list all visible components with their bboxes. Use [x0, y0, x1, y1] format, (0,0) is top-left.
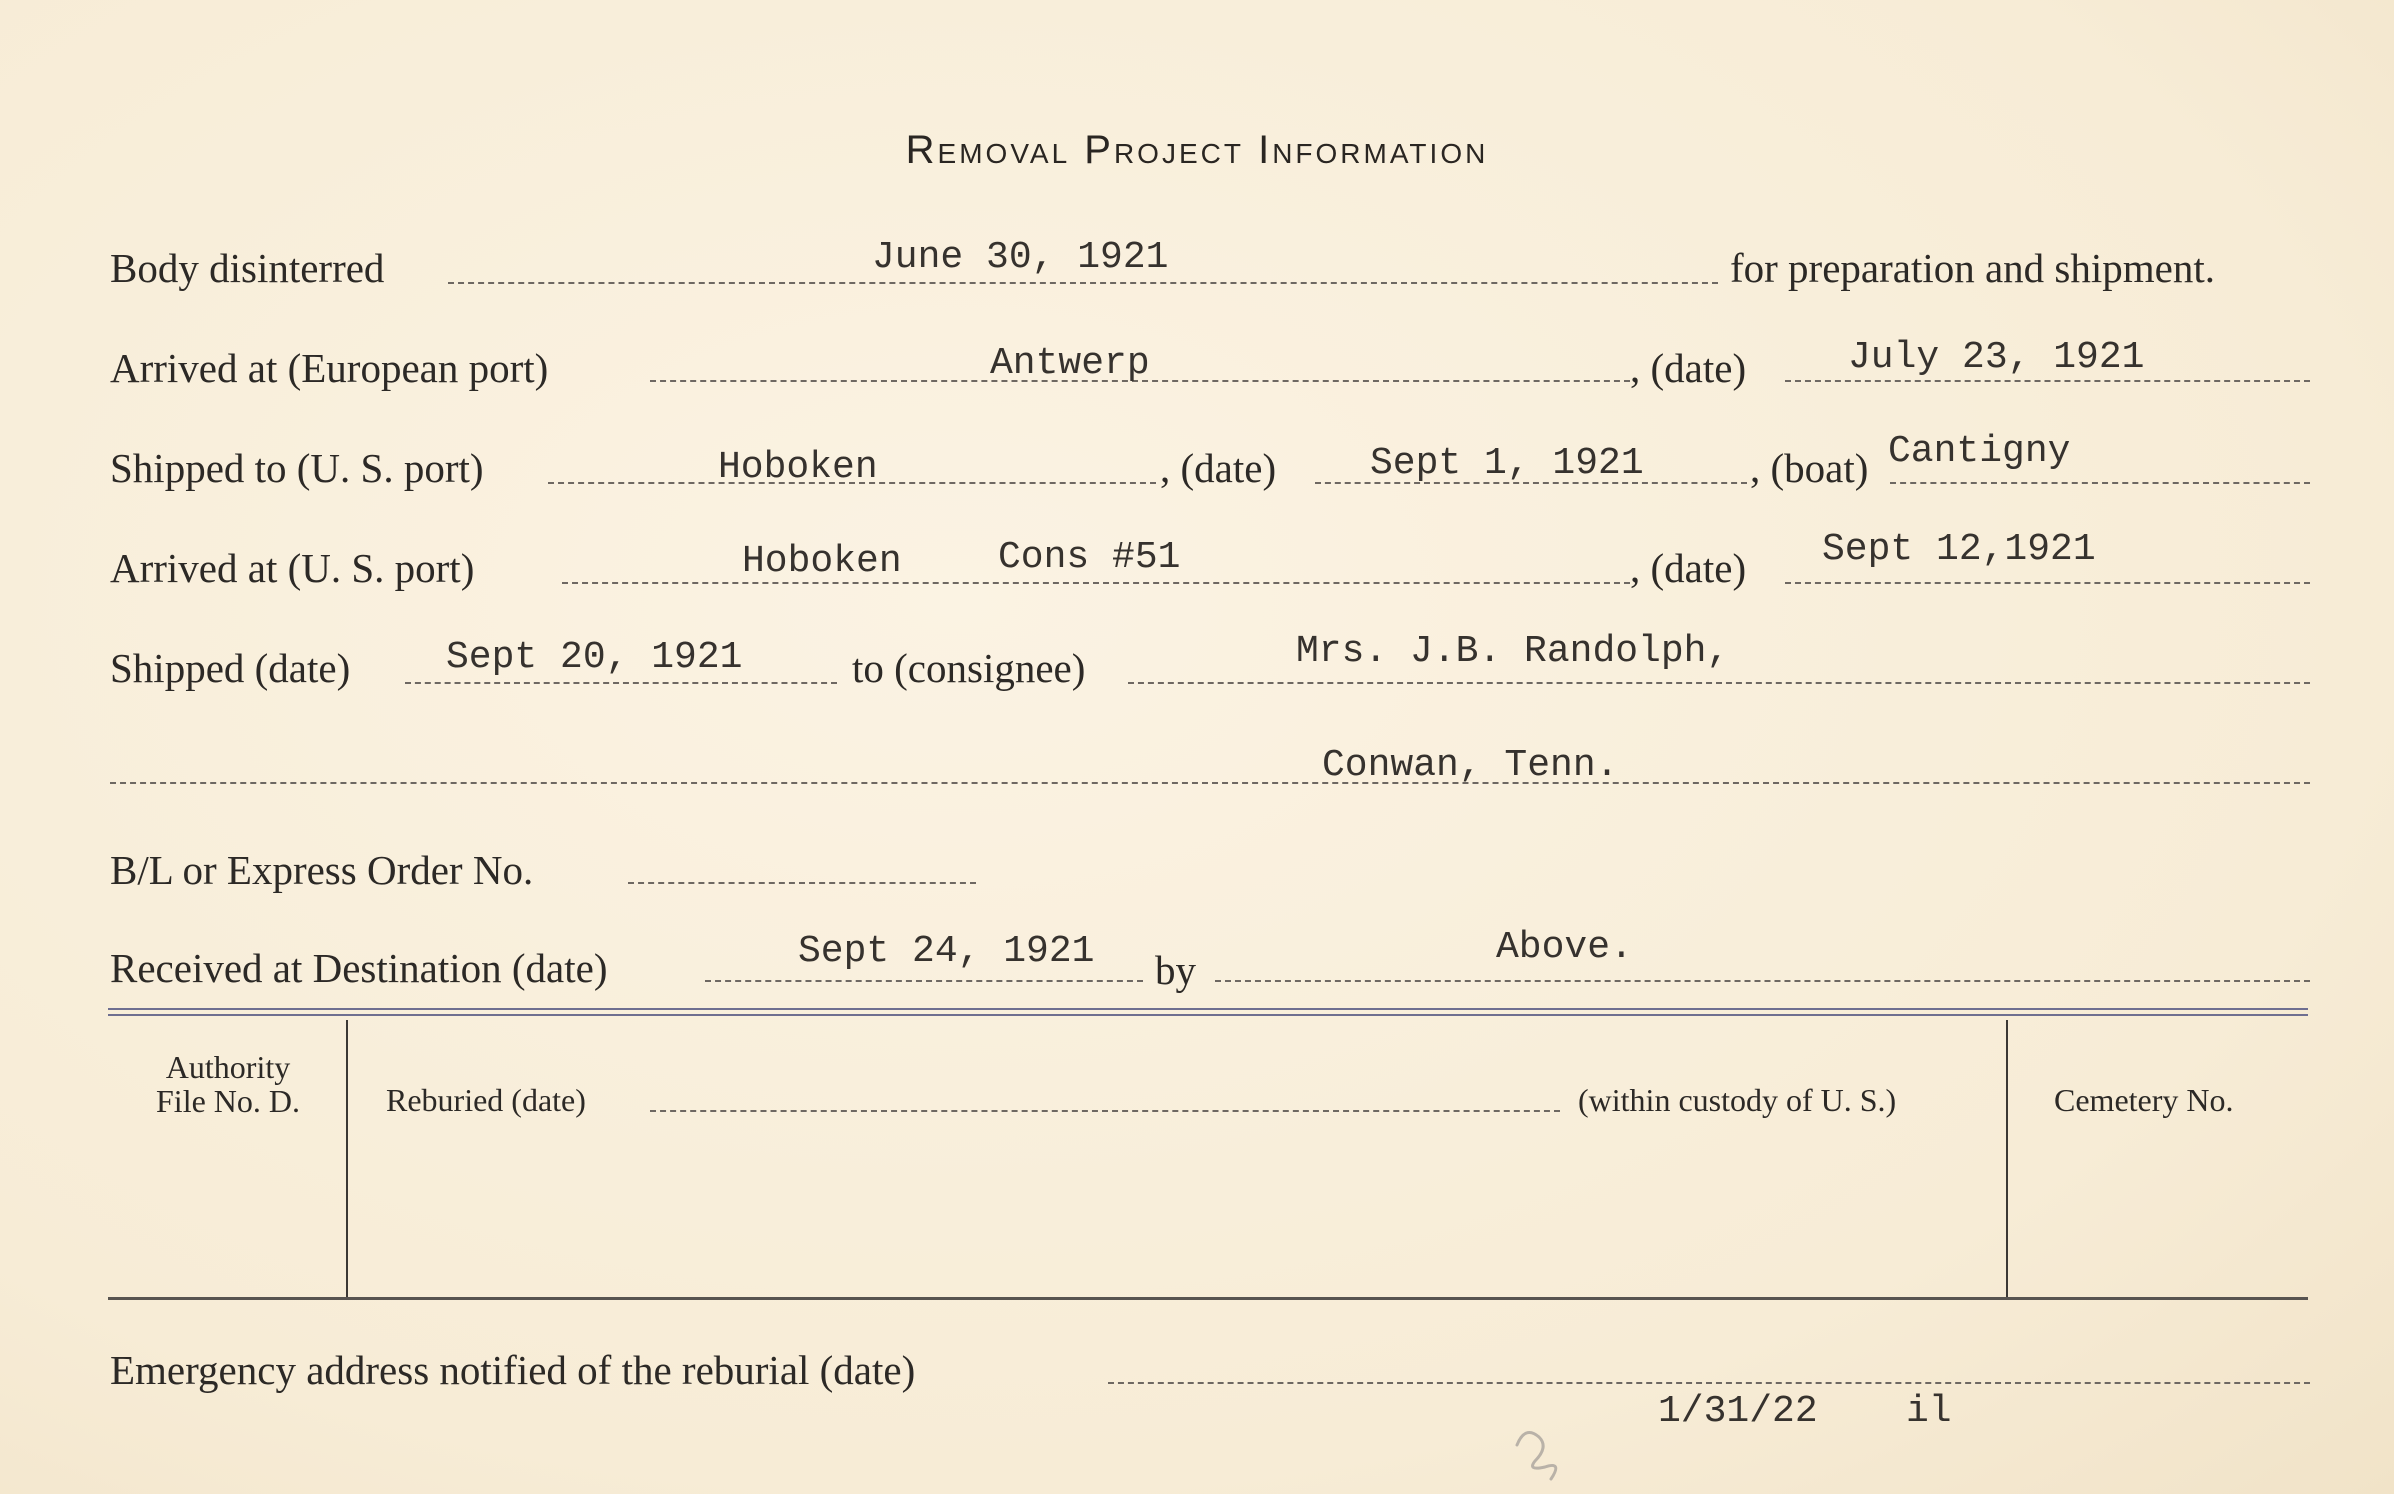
shipped-us-port-label: Shipped to (U. S. port) — [110, 445, 484, 491]
emergency-address-label: Emergency address notified of the reburial (date) — [110, 1347, 916, 1393]
reburied-line — [650, 1110, 1560, 1112]
european-port-value: Antwerp — [990, 342, 1150, 385]
arrived-us-date-line — [1785, 582, 2310, 584]
emergency-address-line — [1108, 1382, 2310, 1384]
arrived-us-date-label: , (date) — [1630, 545, 1747, 591]
section-divider — [108, 1008, 2308, 1016]
received-date-value: Sept 24, 1921 — [798, 930, 1095, 973]
disinterred-label: Body disinterred — [110, 245, 385, 291]
shipped-date-label: Shipped (date) — [110, 645, 351, 691]
bl-order-label: B/L or Express Order No. — [110, 847, 534, 893]
disinterred-suffix: for preparation and shipment. — [1730, 245, 2216, 291]
emergency-notified-date: 1/31/22 — [1658, 1390, 1818, 1433]
consignee-address-line — [110, 782, 2310, 784]
consignee-line — [1128, 682, 2310, 684]
clerk-initials: il — [1906, 1390, 1952, 1433]
consignment-number: Cons #51 — [998, 536, 1181, 579]
box-bottom-rule — [108, 1297, 2308, 1300]
arrived-us-port-line — [562, 582, 1630, 584]
shipped-date-line — [405, 682, 837, 684]
reburied-label: Reburied (date) — [386, 1082, 586, 1118]
received-by-label: by — [1155, 947, 1196, 993]
box-divider-left — [346, 1020, 348, 1297]
received-label: Received at Destination (date) — [110, 945, 608, 991]
boat-line — [1890, 482, 2310, 484]
authority-label-line2: File No. D. — [156, 1083, 300, 1119]
received-date-line — [705, 980, 1143, 982]
shipped-us-date-label: , (date) — [1160, 445, 1277, 491]
authority-file-label — [118, 1050, 338, 1118]
box-divider-right — [2006, 1020, 2008, 1297]
european-date-label: , (date) — [1630, 345, 1747, 391]
custody-label: (within custody of U. S.) — [1578, 1082, 1897, 1118]
received-by-line — [1215, 980, 2310, 982]
disinterred-line — [448, 282, 1718, 284]
consignee-label: to (consignee) — [852, 645, 1086, 691]
bl-order-line — [628, 882, 976, 884]
consignee-address: Conwan, Tenn. — [1322, 744, 1619, 787]
european-date-value: July 23, 1921 — [1848, 336, 2145, 379]
shipped-us-port-value: Hoboken — [718, 446, 878, 489]
european-port-label: Arrived at (European port) — [110, 345, 549, 391]
arrived-us-port-label: Arrived at (U. S. port) — [110, 545, 475, 591]
received-by-value: Above. — [1496, 926, 1633, 969]
authority-label-line1: Authority — [165, 1049, 291, 1085]
form-title: Removal Project Information — [905, 128, 1489, 172]
cemetery-number-label: Cemetery No. — [2054, 1082, 2234, 1118]
arrived-us-date-value: Sept 12,1921 — [1822, 528, 2096, 571]
shipped-date-value: Sept 20, 1921 — [446, 636, 743, 679]
arrived-us-port-value: Hoboken — [742, 540, 902, 583]
boat-value: Cantigny — [1888, 430, 2071, 473]
shipped-us-date-value: Sept 1, 1921 — [1370, 442, 1644, 485]
consignee-name: Mrs. J.B. Randolph, — [1296, 630, 1730, 673]
boat-label: , (boat) — [1750, 445, 1869, 491]
pencil-mark — [1505, 1415, 1575, 1485]
european-date-line — [1785, 380, 2310, 382]
disinterred-date: June 30, 1921 — [872, 236, 1169, 279]
